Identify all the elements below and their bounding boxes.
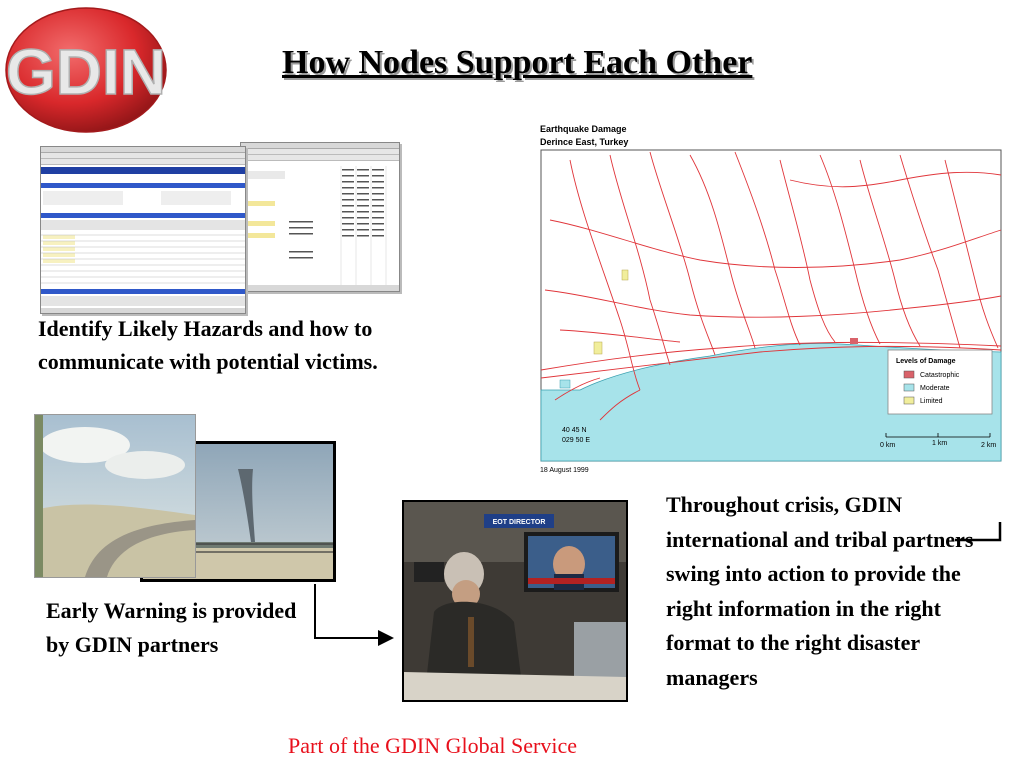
scale-label-1: 1 km — [932, 440, 948, 447]
legend-swatch-catastrophic — [904, 371, 914, 378]
spreadsheet-screenshot-secondary — [240, 142, 400, 292]
map-coord-lon: 029 50 E — [562, 437, 591, 444]
legend-title: Levels of Damage — [896, 358, 956, 365]
map-coord-lat: 40 45 N — [562, 427, 587, 434]
slide-title: How Nodes Support Each Other — [282, 44, 753, 81]
legend-swatch-moderate — [904, 384, 914, 391]
legend-swatch-limited — [904, 397, 914, 404]
earthquake-damage-map — [540, 120, 1004, 478]
crisis-caption: Throughout crisis, GDIN international and tribal partners swing into action to provide the right information in the right format to the right disaster managers — [666, 492, 974, 690]
map-date: 18 August 1999 — [540, 467, 589, 474]
gdin-logo — [4, 4, 168, 134]
spreadsheet-screenshot-primary — [40, 146, 246, 314]
early-warning-caption: Early Warning is provided by GDIN partners — [46, 598, 297, 657]
emergency-operations-photo — [402, 500, 628, 702]
road-photo — [34, 414, 196, 578]
scale-label-0: 0 km — [880, 442, 896, 449]
map-title-line1: Earthquake Damage — [540, 124, 627, 134]
legend-limited: Limited — [920, 398, 943, 405]
arrow-warning-to-office — [315, 584, 392, 638]
scale-label-2: 2 km — [981, 442, 997, 449]
office-sign: EOT DIRECTOR — [492, 519, 546, 526]
logo-text: GDIN — [6, 36, 166, 108]
footer-text: Part of the GDIN Global Service — [288, 733, 577, 758]
hazard-caption: Identify Likely Hazards and how to communicate with potential victims. — [38, 316, 378, 374]
map-title-line2: Derince East, Turkey — [540, 137, 629, 147]
legend-moderate: Moderate — [920, 385, 950, 392]
legend-catastrophic: Catastrophic — [920, 372, 960, 379]
